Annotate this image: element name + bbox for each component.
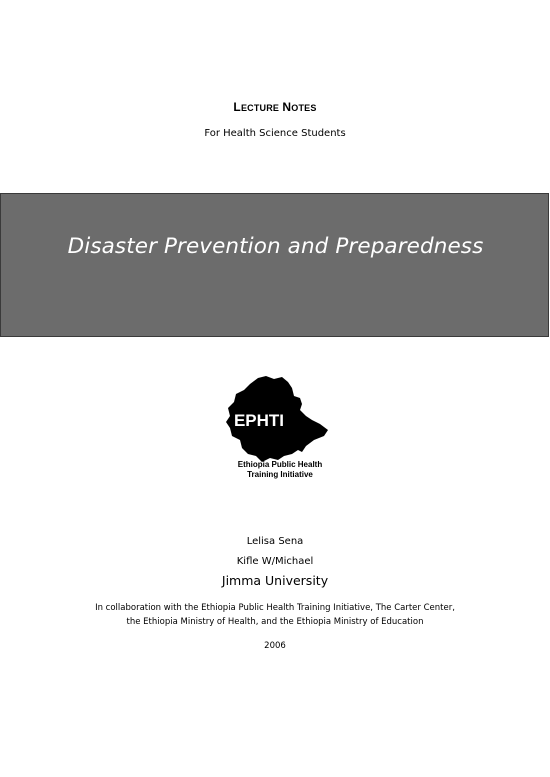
author-2: Kifle W/Michael (236, 556, 314, 567)
title-band (0, 193, 549, 337)
heading-cap-l: L (233, 100, 241, 114)
institution: Jimma University (221, 573, 329, 588)
logo-acronym: EPHTI (233, 411, 285, 430)
collaboration-line-1: In collaboration with the Ethiopia Public Health Training Initiative, The Carter Center, (95, 603, 455, 613)
lecture-notes-heading (0, 100, 550, 114)
heading-rest-n: OTES (291, 103, 317, 113)
ephti-logo (222, 376, 330, 486)
document-title: Disaster Prevention and Preparedness (67, 234, 484, 259)
publication-year: 2006 (264, 641, 286, 651)
heading-cap-n: N (282, 100, 292, 114)
subheading: For Health Science Students (204, 128, 346, 139)
logo-line-1: Ethiopia Public Health (237, 460, 323, 469)
heading-rest-l: ECTURE (240, 103, 280, 113)
collaboration-line-2: the Ethiopia Ministry of Health, and the Ethiopia Ministry of Education (126, 617, 424, 627)
logo-line-2: Training Initiative (247, 470, 313, 479)
author-1: Lelisa Sena (246, 536, 304, 547)
